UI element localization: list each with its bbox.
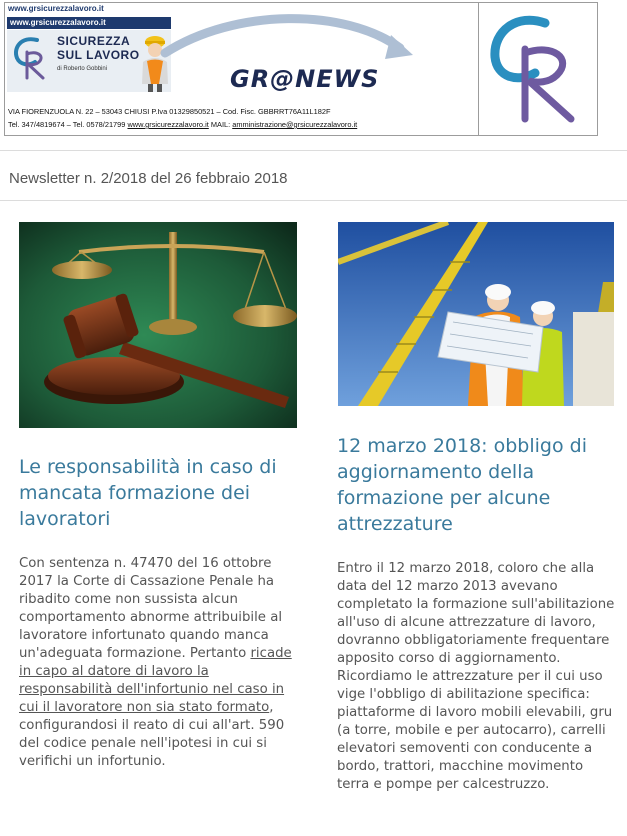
contacts-email-link[interactable]: amministrazione@grsicurezzalavoro.it	[232, 120, 358, 129]
article-body-aggiornamento: Entro il 12 marzo 2018, coloro che alla data del 12 marzo 2013 avevano completato la formazione sull'abilitazione all'uso di alcune attrezzature di lavoro, dovranno obbligatoriamente frequentare apposito corso di aggiornamento. Ricordiamo le attrezzature per il cui uso vige l'obbligo di abilitazione specifica: piattaforme di lavoro mobili elevabili, gru (a torre, mobile e per autocarro), carrelli elevatori semoventi con conducente a bordo, trattori, macchine movimento terra e pompe per calcestruzzo.	[337, 561, 615, 792]
newsletter-name: GR@NEWS	[230, 65, 380, 93]
cr-logo-small-icon	[11, 34, 53, 80]
construction-workers-crane-image-icon	[338, 222, 614, 406]
divider-issue	[0, 200, 627, 201]
article-text-intro: Con sentenza n. 47470 del 16 ottobre 2017 la Corte di Cassazione Penale ha ribadito come non sussista alcun comportamento abnorme attribuibile al lavoratore infortunato quando manca un'adeguata formazione. Pertanto	[19, 556, 283, 661]
logo-title-line2: SUL LAVORO	[57, 48, 140, 62]
article-title-aggiornamento[interactable]: 12 marzo 2018: obbligo di aggiornamento della formazione per alcune attrezzature	[337, 435, 587, 535]
contacts-mail-label: MAIL:	[210, 120, 231, 129]
contacts-website-link[interactable]: www.grsicurezzalavoro.it	[127, 120, 209, 129]
cr-logo-icon	[483, 9, 593, 127]
arrow-swoosh-icon	[155, 13, 425, 73]
article-title-responsabilita[interactable]: Le responsabilità in caso di mancata formazione dei lavoratori	[19, 456, 277, 530]
company-address: VIA FIORENZUOLA N. 22 – 53043 CHIUSI P.Iva 01329850521 – Cod. Fisc. GBBRRT76A11L182F	[8, 107, 331, 116]
logo-byline: di Roberto Gobbini	[57, 66, 108, 72]
company-logo	[7, 30, 171, 92]
article-image-gavel[interactable]	[19, 222, 297, 428]
contacts-phones: Tel. 347/4819674 – Tel. 0578/21799	[8, 120, 126, 129]
gavel-and-scales-image-icon	[19, 222, 297, 428]
company-contacts	[8, 120, 357, 129]
issue-line: Newsletter n. 2/2018 del 26 febbraio 2018	[9, 170, 288, 187]
logo-title-line1: SICUREZZA	[57, 34, 131, 48]
banner-logo-panel	[478, 3, 598, 135]
site-strip: www.grsicurezzalavoro.it	[7, 17, 171, 29]
article-text-outro: , configurandosi il reato di cui all'art. 590 del codice penale nell'ipotesi in cui si verifichi un infortunio.	[19, 700, 285, 769]
top-url: www.grsicurezzalavoro.it	[8, 4, 104, 13]
article-image-workers[interactable]	[338, 222, 614, 406]
article-inline-link[interactable]: ricade in capo al datore di lavoro la responsabilità dell'infortunio nel caso in cui il lavoratore non sia stato formato	[19, 646, 292, 715]
divider-top	[0, 150, 627, 151]
banner-main	[5, 3, 477, 135]
logo-letters: CR	[538, 121, 540, 122]
header-banner	[4, 2, 598, 136]
article-body-responsabilita	[19, 555, 304, 771]
